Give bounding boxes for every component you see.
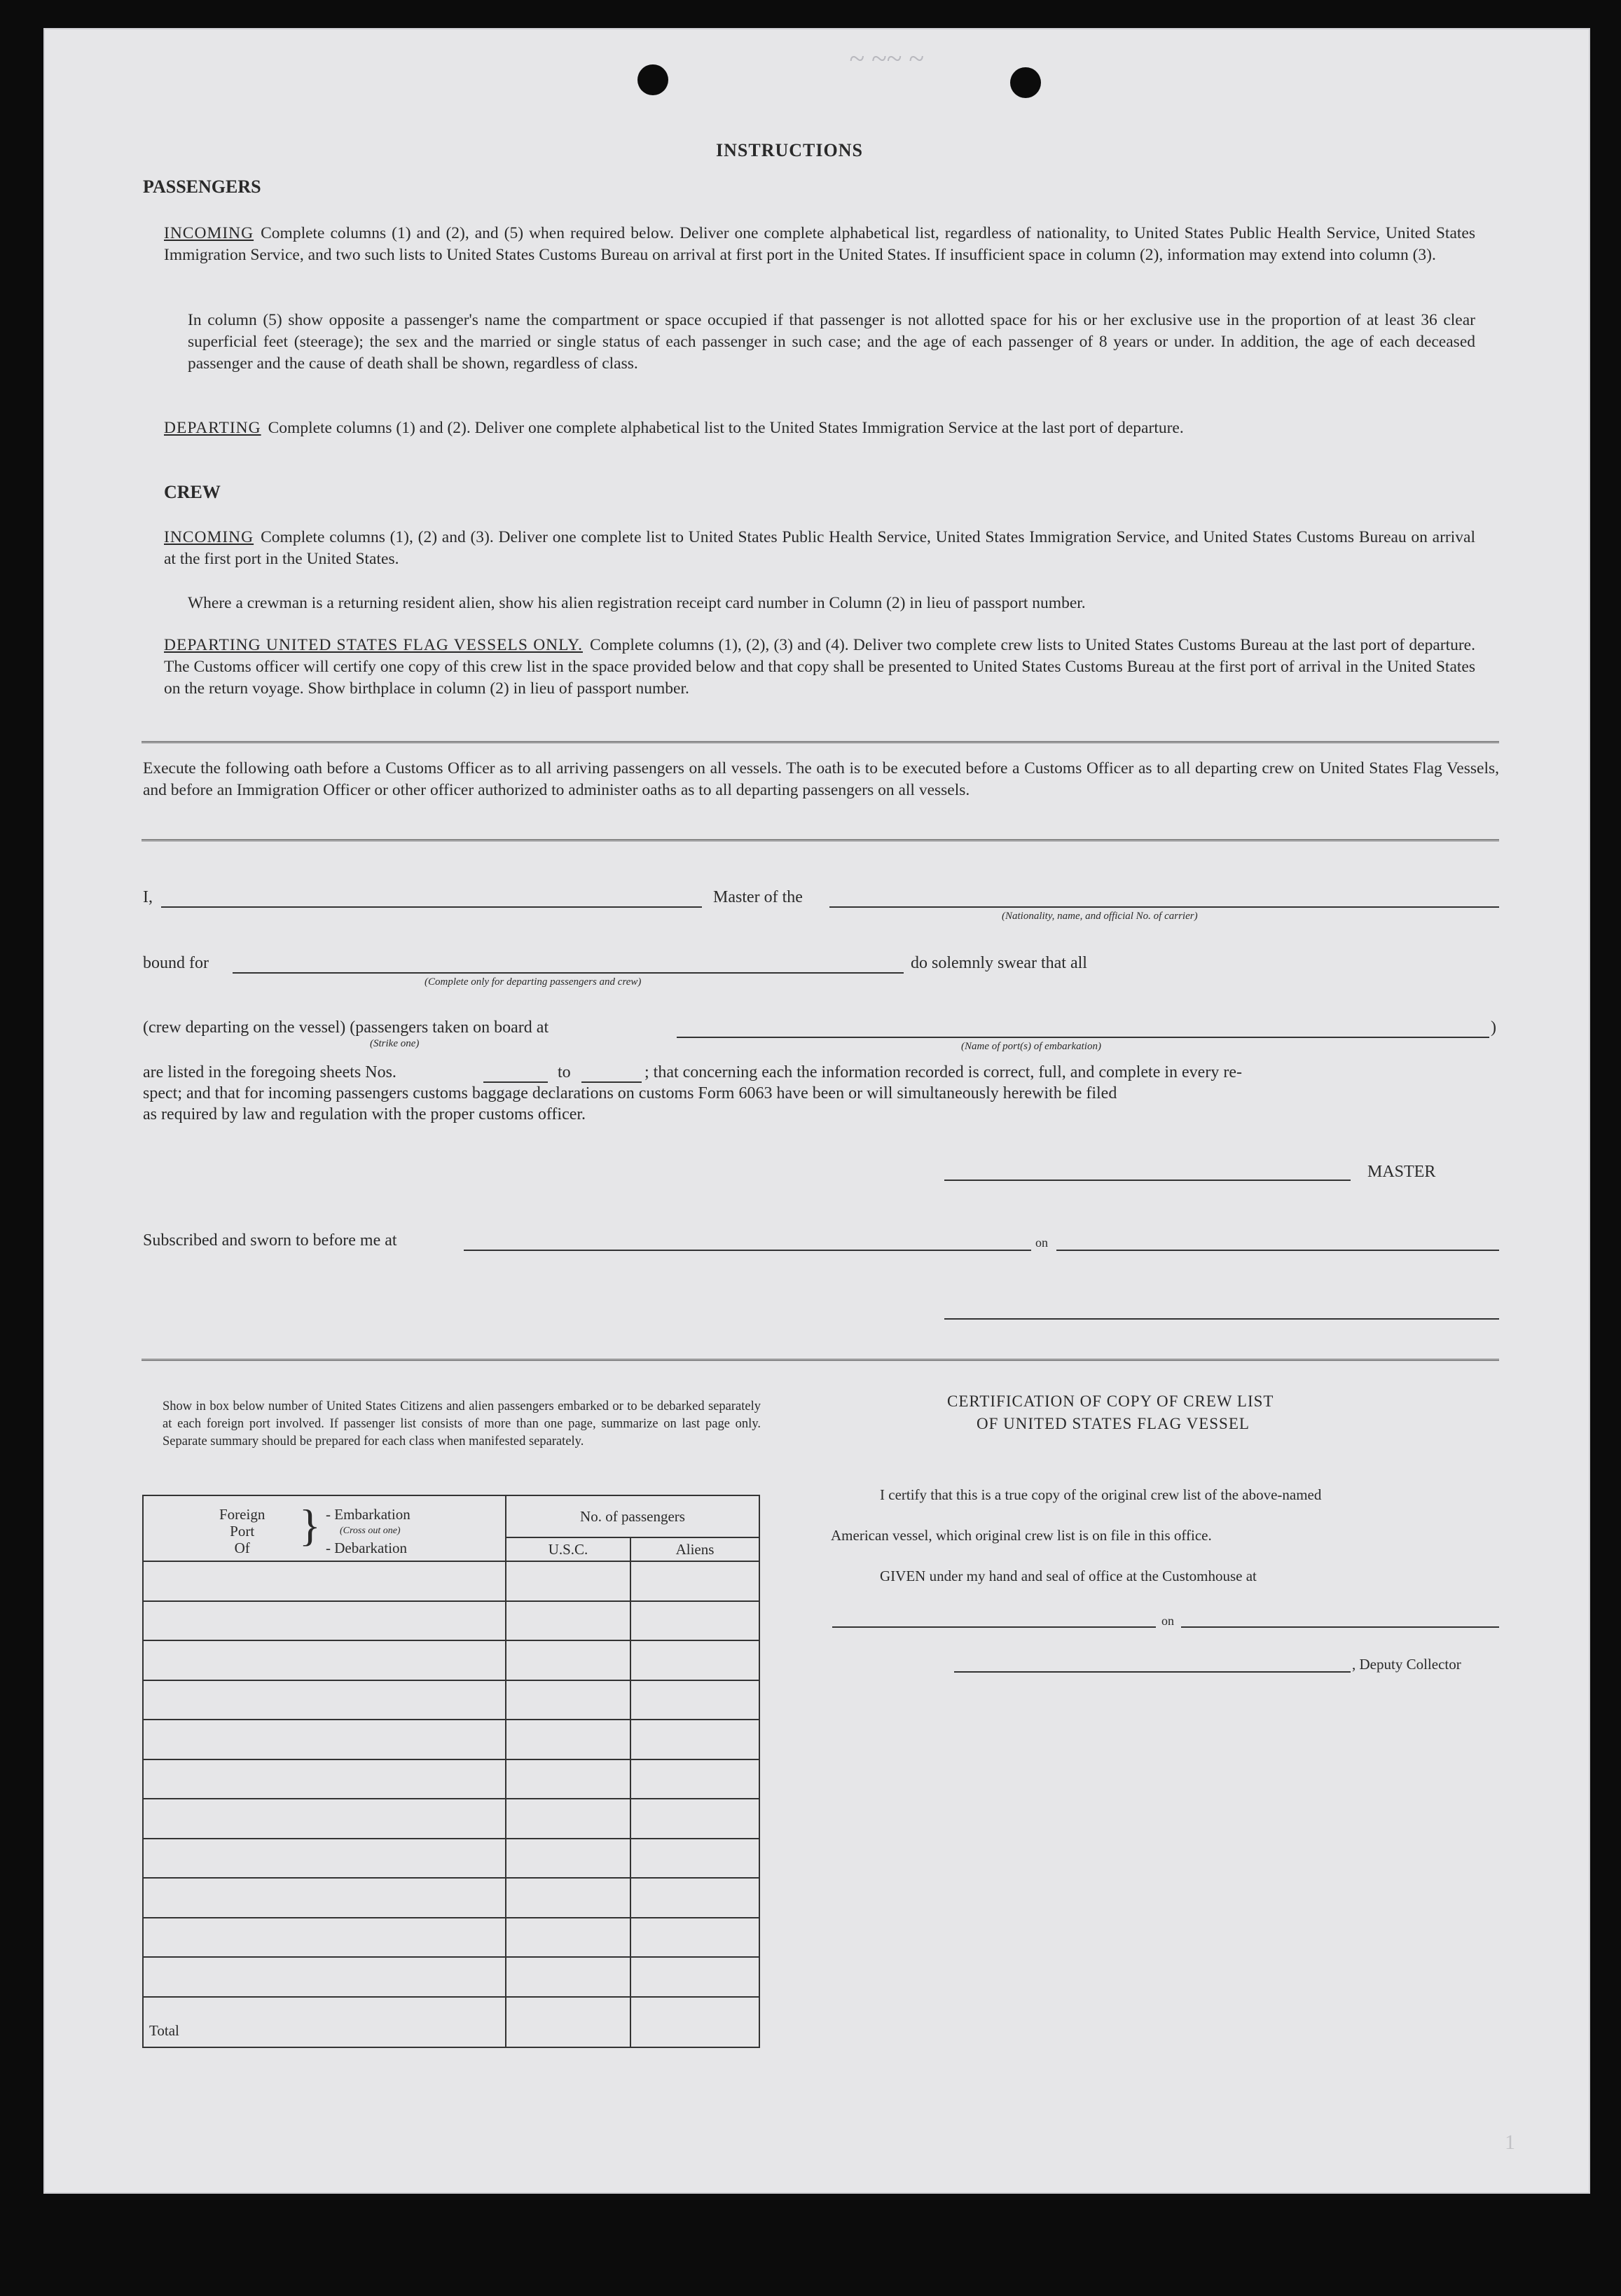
- port-label: Port: [230, 1523, 255, 1540]
- master-name-field[interactable]: [161, 906, 702, 908]
- usc-header: U.S.C.: [506, 1537, 630, 1561]
- subscribed-label: Subscribed and sworn to before me at: [143, 1231, 397, 1250]
- port-cell[interactable]: [143, 1720, 506, 1759]
- total-aliens-cell[interactable]: [630, 1997, 759, 2047]
- port-cell[interactable]: [143, 1759, 506, 1799]
- usc-cell[interactable]: [506, 1720, 630, 1759]
- crew-passengers-text: (crew departing on the vessel) (passengers taken on board at: [143, 1018, 549, 1037]
- passengers-departing-text: Complete columns (1) and (2). Deliver one complete alphabetical list to the United States Immigration Service at the last port of departure.: [268, 419, 1184, 437]
- usc-cell[interactable]: [506, 1759, 630, 1799]
- column5-paragraph: In column (5) show opposite a passenger's name the compartment or space occupied if that passenger is not allotted space for his or her exclusive use in the proportion of at least 36 clear superficial feet (steerage); the sex and the married or single status of each passenger in such case; and the age of each passenger of 8 years or under. In addition, the age of each deceased passenger and the cause of death shall be shown, regardless of class.: [188, 311, 1475, 373]
- passengers-incoming-text: Complete columns (1) and (2), and (5) when required below. Deliver one complete alphabetical list, regardless of nationality, to United States Public Health Service, United States Immigration Service, and two such lists to United States Customs Bureau on arrival at first port in the United States. If insufficient space in column (2), information may extend into column (3).: [164, 224, 1475, 264]
- aliens-cell[interactable]: [630, 1957, 759, 1997]
- certify-text-1: I certify that this is a true copy of the original crew list of the above-named: [880, 1486, 1322, 1503]
- bound-for-field[interactable]: [233, 972, 904, 974]
- crew-departing-paragraph: [164, 635, 1475, 700]
- total-usc-cell[interactable]: [506, 1997, 630, 2047]
- aliens-cell[interactable]: [630, 1839, 759, 1879]
- divider-rule: [142, 741, 1499, 746]
- aliens-cell[interactable]: [630, 1720, 759, 1759]
- crew-incoming-paragraph: [164, 527, 1475, 570]
- close-paren: ): [1491, 1018, 1496, 1037]
- sheets-from-field[interactable]: [483, 1081, 548, 1083]
- total-row: [143, 1997, 759, 2047]
- aliens-cell[interactable]: [630, 1799, 759, 1839]
- brace-glyph: }: [299, 1500, 321, 1550]
- table-row: [143, 1680, 759, 1720]
- aliens-cell[interactable]: [630, 1918, 759, 1958]
- table-row: [143, 1878, 759, 1918]
- bound-for-caption: (Complete only for departing passengers and crew): [425, 976, 642, 988]
- listed-text-2: ; that concerning each the information recorded is correct, full, and complete in every re-: [644, 1063, 1242, 1081]
- to-label: to: [558, 1063, 571, 1081]
- usc-cell[interactable]: [506, 1680, 630, 1720]
- aliens-cell[interactable]: [630, 1561, 759, 1601]
- strike-one-caption: (Strike one): [370, 1038, 420, 1049]
- resident-alien-paragraph: Where a crewman is a returning resident alien, show his alien registration receipt card number in Column (2) in lieu of passport number.: [188, 594, 1086, 612]
- subscribed-place-field[interactable]: [464, 1250, 1031, 1251]
- crew-departing-label: DEPARTING UNITED STATES FLAG VESSELS ONLY.: [164, 636, 583, 654]
- usc-cell[interactable]: [506, 1878, 630, 1918]
- passengers-departing-label: DEPARTING: [164, 419, 261, 437]
- embarkation-ports-field[interactable]: [677, 1037, 1489, 1038]
- debarkation-label: - Debarkation: [326, 1540, 408, 1556]
- subscribed-date-field[interactable]: [1056, 1250, 1499, 1251]
- certify-text-2: American vessel, which original crew list is on file in this office.: [831, 1527, 1212, 1544]
- table-row: [143, 1957, 759, 1997]
- no-of-passengers-header: No. of passengers: [506, 1495, 759, 1537]
- listed-text-4: as required by law and regulation with the proper customs officer.: [143, 1105, 586, 1123]
- embarkation-label: - Embarkation: [326, 1506, 411, 1523]
- port-cell[interactable]: [143, 1799, 506, 1839]
- usc-cell[interactable]: [506, 1601, 630, 1641]
- table-row: [143, 1918, 759, 1958]
- usc-cell[interactable]: [506, 1918, 630, 1958]
- master-signature-field[interactable]: [944, 1180, 1351, 1181]
- punch-hole-left: [637, 64, 668, 95]
- table-row: [143, 1720, 759, 1759]
- aliens-cell[interactable]: [630, 1680, 759, 1720]
- table-row: [143, 1799, 759, 1839]
- aliens-cell[interactable]: [630, 1759, 759, 1799]
- deputy-collector-label: , Deputy Collector: [1352, 1656, 1461, 1673]
- of-label: Of: [234, 1540, 250, 1556]
- port-cell[interactable]: [143, 1878, 506, 1918]
- certification-title-2: OF UNITED STATES FLAG VESSEL: [977, 1415, 1250, 1432]
- passengers-departing-paragraph: [164, 417, 1475, 439]
- port-cell[interactable]: [143, 1640, 506, 1680]
- page-title: INSTRUCTIONS: [716, 140, 863, 160]
- aliens-header: Aliens: [630, 1537, 759, 1561]
- aliens-cell[interactable]: [630, 1601, 759, 1641]
- sheets-to-field[interactable]: [581, 1081, 642, 1083]
- deputy-signature-field[interactable]: [954, 1671, 1351, 1673]
- officer-signature-field[interactable]: [944, 1318, 1499, 1320]
- passengers-incoming-label: INCOMING: [164, 224, 254, 242]
- port-cell[interactable]: [143, 1561, 506, 1601]
- usc-cell[interactable]: [506, 1799, 630, 1839]
- master-of-the-label: Master of the: [713, 888, 803, 906]
- given-text: GIVEN under my hand and seal of office at the Customhouse at: [880, 1568, 1257, 1584]
- port-cell[interactable]: [143, 1680, 506, 1720]
- port-cell[interactable]: [143, 1918, 506, 1958]
- passengers-heading: PASSENGERS: [143, 177, 261, 197]
- carrier-caption: (Nationality, name, and official No. of carrier): [1002, 911, 1198, 922]
- aliens-cell[interactable]: [630, 1640, 759, 1680]
- cert-date-field[interactable]: [1181, 1626, 1499, 1628]
- oath-intro: Execute the following oath before a Customs Officer as to all arriving passengers on all vessels. The oath is to be executed before a Customs Officer as to all departing crew on United States Flag Vessels, and before an Immigration Officer or other officer authorized to administer oaths as to all departing passengers on all vessels.: [143, 759, 1499, 799]
- master-label: MASTER: [1367, 1163, 1436, 1181]
- foreign-port-header: [143, 1495, 506, 1561]
- usc-cell[interactable]: [506, 1957, 630, 1997]
- ports-caption: (Name of port(s) of embarkation): [961, 1041, 1101, 1052]
- usc-cell[interactable]: [506, 1640, 630, 1680]
- aliens-cell[interactable]: [630, 1878, 759, 1918]
- bleed-through-handwriting: ~ ~~ ~: [849, 43, 924, 74]
- page-margin-mark: 1: [1505, 2131, 1515, 2154]
- port-cell[interactable]: [143, 1601, 506, 1641]
- crew-departing-text: Complete columns (1), (2), (3) and (4). Deliver two complete crew lists to United States Customs Bureau at the last port of departure. The Customs officer will certify one copy of this crew list in the space provided below and that copy shall be presented to United States Customs Bureau at the first port of arrival in the United States on the return voyage. Show birthplace in column (2) in lieu of passport number.: [164, 636, 1475, 698]
- bound-for-label: bound for: [143, 954, 209, 972]
- oath-i-label: I,: [143, 888, 153, 906]
- certification-title-1: CERTIFICATION OF COPY OF CREW LIST: [947, 1392, 1274, 1410]
- divider-rule: [142, 1359, 1499, 1364]
- table-row: [143, 1561, 759, 1601]
- crew-incoming-label: INCOMING: [164, 528, 254, 546]
- total-label: Total: [143, 1997, 506, 2047]
- passenger-summary-table: [142, 1495, 760, 2048]
- listed-text-3: spect; and that for incoming passengers customs baggage declarations on customs Form 6063 have been or will simultaneously herewith be filed: [143, 1084, 1117, 1102]
- on-label: on: [1035, 1236, 1048, 1250]
- foreign-label: Foreign: [219, 1506, 265, 1523]
- customhouse-field[interactable]: [832, 1626, 1156, 1628]
- table-row: [143, 1839, 759, 1879]
- crew-heading: CREW: [164, 482, 221, 502]
- table-row: [143, 1759, 759, 1799]
- solemnly-swear-text: do solemnly swear that all: [911, 954, 1087, 972]
- divider-rule: [142, 839, 1499, 844]
- port-cell[interactable]: [143, 1957, 506, 1997]
- cross-out-caption: (Cross out one): [340, 1526, 401, 1536]
- passengers-incoming-paragraph: [164, 223, 1475, 266]
- listed-sheets-text: are listed in the foregoing sheets Nos.: [143, 1063, 396, 1081]
- punch-hole-right: [1010, 67, 1041, 98]
- crew-incoming-text: Complete columns (1), (2) and (3). Deliver one complete list to United States Public Health Service, United States Immigration Service, and United States Customs Bureau on arrival at the first port in the United States.: [164, 528, 1475, 568]
- cert-on-label: on: [1161, 1614, 1174, 1628]
- port-cell[interactable]: [143, 1839, 506, 1879]
- carrier-field[interactable]: [829, 906, 1499, 908]
- document-page: [43, 28, 1590, 2194]
- table-row: [143, 1640, 759, 1680]
- table-row: [143, 1601, 759, 1641]
- usc-cell[interactable]: [506, 1561, 630, 1601]
- usc-cell[interactable]: [506, 1839, 630, 1879]
- summary-instructions: Show in box below number of United States Citizens and alien passengers embarked or to be debarked separately at each foreign port involved. If passenger list consists of more than one page, summarize on last page only. Separate summary should be prepared for each class when manifested separately.: [163, 1399, 761, 1448]
